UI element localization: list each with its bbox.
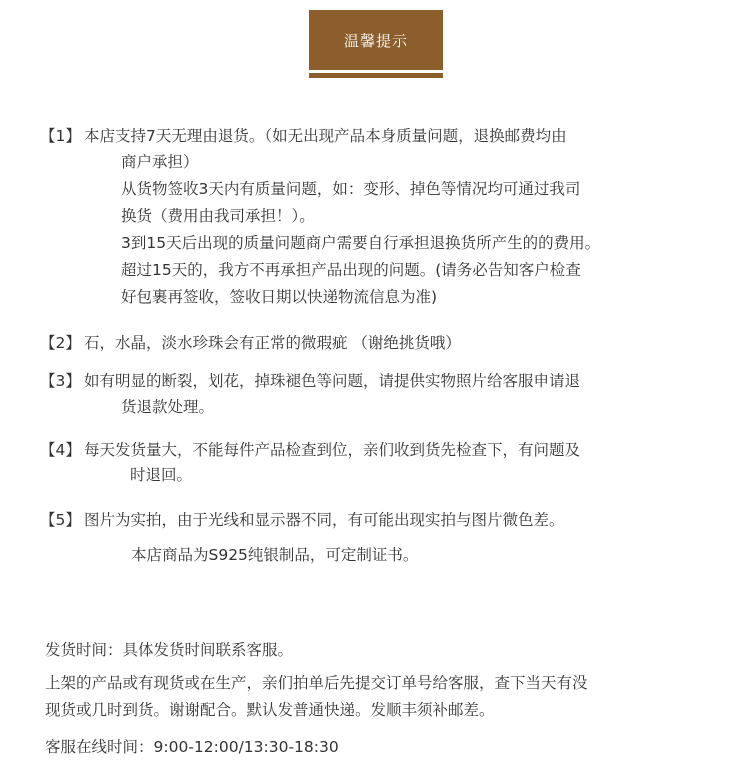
stock-info: 上架的产品或有现货或在生产，亲们拍单后先提交订单号给客服，查下当天有没 — [45, 674, 588, 692]
rule-number: 【4】 — [40, 441, 81, 459]
rule-line: 时退回。 — [130, 466, 193, 484]
rule-line: 商户承担） — [121, 153, 199, 171]
rule-line: 换货（费用由我司承担！）。 — [121, 207, 315, 225]
rule-number: 【3】 — [40, 372, 81, 390]
notice-title: 温馨提示 — [343, 31, 408, 50]
service-hours: 客服在线时间：9:00-12:00/13:30-18:30 — [45, 738, 339, 756]
rule-line: 图片为实拍，由于光线和显示器不同，有可能出现实拍与图片微色差。 — [84, 511, 565, 529]
rule-number: 【1】 — [40, 127, 81, 145]
rule-line: 3到15天后出现的质量问题商户需要自行承担退换货所产生的的费用。 — [121, 234, 601, 252]
rule-line: 本店支持7天无理由退货。（如无出现产品本身质量问题，退换邮费均由 — [84, 127, 567, 145]
rule-number: 【2】 — [40, 334, 81, 352]
stock-info: 现货或几时到货。谢谢配合。默认发普通快递。发顺丰须补邮差。 — [45, 701, 495, 719]
rule-line: 石，水晶，淡水珍珠会有正常的微瑕疵 （谢绝挑货哦） — [84, 334, 461, 352]
shipping-time: 发货时间：具体发货时间联系客服。 — [45, 641, 294, 659]
banner-underline — [309, 73, 443, 78]
rule-line: 货退款处理。 — [121, 398, 215, 416]
rule-line: 从货物签收3天内有质量问题，如：变形、掉色等情况均可通过我司 — [121, 180, 581, 198]
rule-number: 【5】 — [40, 511, 81, 529]
rule-line: 每天发货量大，不能每件产品检查到位，亲们收到货先检查下，有问题及 — [84, 441, 581, 459]
rule-line: 好包裹再签收，签收日期以快递物流信息为准) — [121, 288, 438, 306]
rule-line: 超过15天的，我方不再承担产品出现的问题。(请务必告知客户检查 — [121, 261, 581, 279]
notice-banner — [309, 10, 443, 70]
rule-line: 如有明显的断裂，划花，掉珠褪色等问题，请提供实物照片给客服申请退 — [84, 372, 581, 390]
rule-line: 本店商品为S925纯银制品，可定制证书。 — [131, 546, 419, 564]
